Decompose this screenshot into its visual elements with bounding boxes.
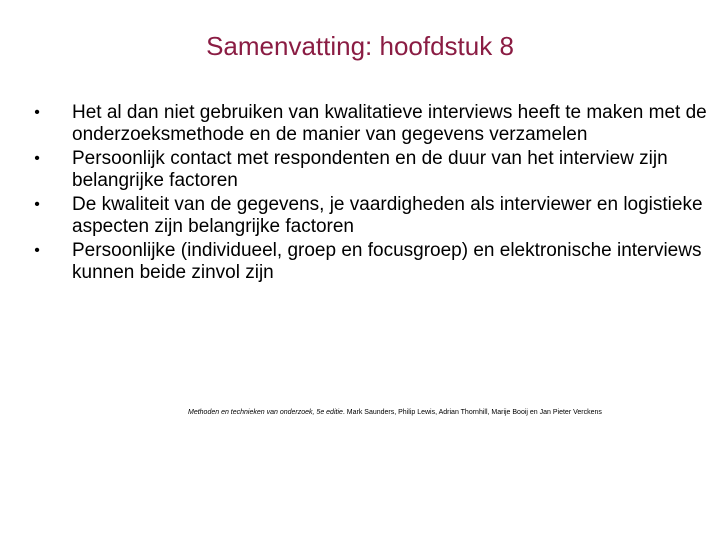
bullet-text: De kwaliteit van de gegevens, je vaardigheden als interviewer en logistieke aspecten zijn belangrijke factoren — [72, 194, 703, 237]
bullet-item — [30, 194, 710, 238]
bullet-item — [30, 240, 710, 284]
bullet-item — [30, 148, 710, 192]
bullet-text: Persoonlijke (individueel, groep en focusgroep) en elektronische interviews kunnen beide zinvol zijn — [72, 240, 702, 283]
citation-book-title: Methoden en technieken van onderzoek, 5e editie — [188, 409, 343, 416]
bullet-icon: • — [34, 150, 40, 167]
citation-authors: . Mark Saunders, Philip Lewis, Adrian Thornhill, Marije Booij en Jan Pieter Verckens — [342, 409, 602, 416]
source-citation — [188, 408, 602, 418]
bullet-icon: • — [34, 104, 40, 121]
bullet-icon: • — [34, 242, 40, 259]
bullet-text: Het al dan niet gebruiken van kwalitatieve interviews heeft te maken met de onderzoeksmethode en de manier van gegevens verzamelen — [72, 102, 707, 145]
bullet-list — [30, 102, 710, 286]
bullet-text: Persoonlijk contact met respondenten en de duur van het interview zijn belangrijke factoren — [72, 148, 668, 191]
bullet-icon: • — [34, 196, 40, 213]
slide-title: Samenvatting: hoofdstuk 8 — [206, 31, 514, 61]
bullet-item — [30, 102, 710, 146]
